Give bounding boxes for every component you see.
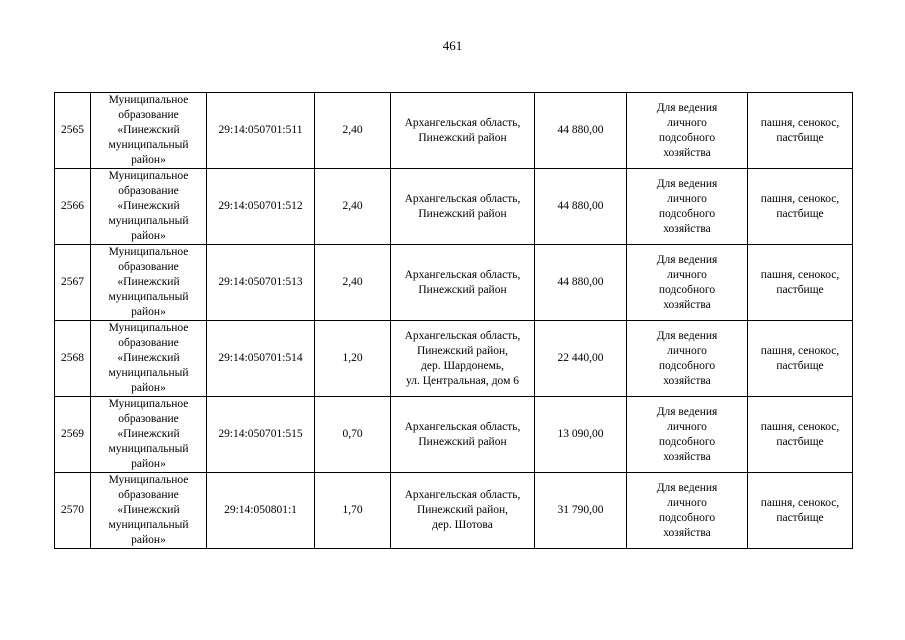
owner-cell: Муниципальное образование «Пинежский муниципальный район» [91, 397, 207, 473]
row-number: 2568 [55, 321, 91, 397]
cadastral-value-cell: 44 880,00 [535, 169, 627, 245]
address-cell: Архангельская область, Пинежский район [391, 397, 535, 473]
cadastral-value-cell: 22 440,00 [535, 321, 627, 397]
row-number: 2570 [55, 473, 91, 549]
permitted-use-cell: Для ведения личного подсобного хозяйства [627, 321, 748, 397]
area-cell: 2,40 [315, 245, 391, 321]
row-number: 2565 [55, 93, 91, 169]
land-type-cell: пашня, сенокос, пастбище [748, 473, 853, 549]
area-cell: 2,40 [315, 93, 391, 169]
land-registry-table [54, 92, 853, 549]
permitted-use-cell: Для ведения личного подсобного хозяйства [627, 473, 748, 549]
cadastral-number-cell: 29:14:050701:513 [207, 245, 315, 321]
table-row [55, 93, 853, 169]
cadastral-number-cell: 29:14:050801:1 [207, 473, 315, 549]
permitted-use-cell: Для ведения личного подсобного хозяйства [627, 169, 748, 245]
cadastral-value-cell: 13 090,00 [535, 397, 627, 473]
area-cell: 2,40 [315, 169, 391, 245]
table-row [55, 321, 853, 397]
row-number: 2567 [55, 245, 91, 321]
permitted-use-cell: Для ведения личного подсобного хозяйства [627, 397, 748, 473]
owner-cell: Муниципальное образование «Пинежский муниципальный район» [91, 245, 207, 321]
area-cell: 1,20 [315, 321, 391, 397]
land-type-cell: пашня, сенокос, пастбище [748, 93, 853, 169]
area-cell: 1,70 [315, 473, 391, 549]
table-row [55, 397, 853, 473]
land-type-cell: пашня, сенокос, пастбище [748, 245, 853, 321]
permitted-use-cell: Для ведения личного подсобного хозяйства [627, 245, 748, 321]
cadastral-value-cell: 44 880,00 [535, 93, 627, 169]
row-number: 2569 [55, 397, 91, 473]
table-row [55, 245, 853, 321]
address-cell: Архангельская область, Пинежский район [391, 93, 535, 169]
cadastral-value-cell: 31 790,00 [535, 473, 627, 549]
cadastral-number-cell: 29:14:050701:511 [207, 93, 315, 169]
land-type-cell: пашня, сенокос, пастбище [748, 321, 853, 397]
cadastral-number-cell: 29:14:050701:512 [207, 169, 315, 245]
land-type-cell: пашня, сенокос, пастбище [748, 169, 853, 245]
land-type-cell: пашня, сенокос, пастбище [748, 397, 853, 473]
cadastral-number-cell: 29:14:050701:515 [207, 397, 315, 473]
owner-cell: Муниципальное образование «Пинежский муниципальный район» [91, 473, 207, 549]
page-number: 461 [442, 38, 463, 53]
row-number: 2566 [55, 169, 91, 245]
owner-cell: Муниципальное образование «Пинежский муниципальный район» [91, 169, 207, 245]
address-cell: Архангельская область, Пинежский район, дер. Шардонемь, ул. Центральная, дом 6 [391, 321, 535, 397]
owner-cell: Муниципальное образование «Пинежский муниципальный район» [91, 321, 207, 397]
cadastral-number-cell: 29:14:050701:514 [207, 321, 315, 397]
address-cell: Архангельская область, Пинежский район [391, 245, 535, 321]
area-cell: 0,70 [315, 397, 391, 473]
address-cell: Архангельская область, Пинежский район, дер. Шотова [391, 473, 535, 549]
owner-cell: Муниципальное образование «Пинежский муниципальный район» [91, 93, 207, 169]
address-cell: Архангельская область, Пинежский район [391, 169, 535, 245]
cadastral-value-cell: 44 880,00 [535, 245, 627, 321]
table-row [55, 169, 853, 245]
permitted-use-cell: Для ведения личного подсобного хозяйства [627, 93, 748, 169]
table-row [55, 473, 853, 549]
